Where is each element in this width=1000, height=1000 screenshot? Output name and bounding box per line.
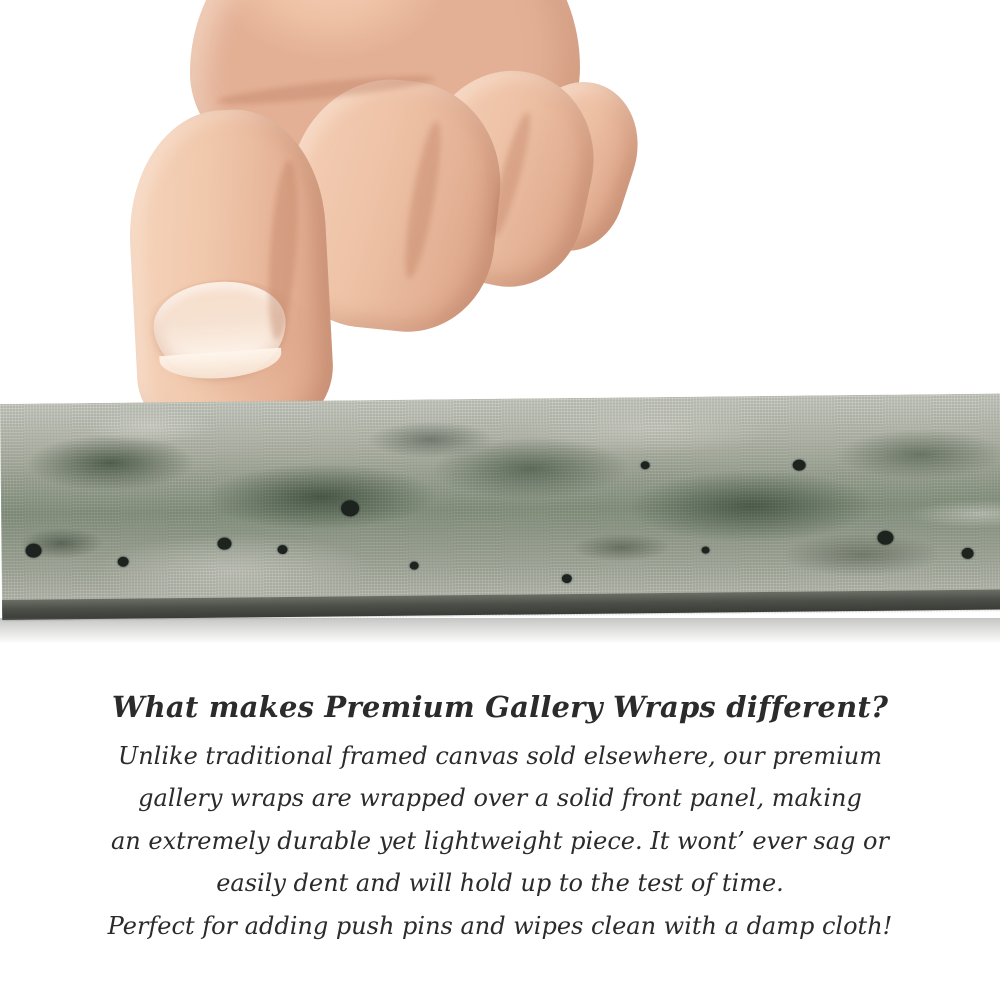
artwork-speckle bbox=[877, 531, 893, 545]
artwork-speckle bbox=[277, 545, 287, 554]
caption-block bbox=[0, 690, 1000, 942]
artwork-speckle bbox=[118, 557, 129, 567]
human-hand bbox=[120, 0, 560, 430]
artwork-speckle bbox=[562, 574, 572, 583]
artwork-speckle bbox=[341, 500, 359, 516]
artwork-speckle bbox=[641, 461, 650, 469]
caption-line: gallery wraps are wrapped over a solid front panel, making bbox=[138, 784, 862, 813]
caption-line: an extremely durable yet lightweight piece. It wont’ ever sag or bbox=[111, 826, 889, 855]
caption-body bbox=[0, 740, 1000, 942]
artwork-speckle bbox=[217, 538, 231, 550]
caption-title: What makes Premium Gallery Wraps different? bbox=[111, 690, 889, 724]
canvas-weave-texture bbox=[0, 394, 1000, 622]
artwork-speckle bbox=[410, 562, 419, 570]
artwork-speckle bbox=[25, 544, 41, 558]
canvas-drop-shadow bbox=[0, 618, 1000, 644]
gallery-wrap-canvas-edge bbox=[0, 394, 1000, 622]
caption-line: Perfect for adding push pins and wipes clean with a damp cloth! bbox=[107, 911, 893, 940]
artwork-speckle bbox=[962, 548, 974, 559]
artwork-speckle bbox=[702, 547, 710, 554]
caption-line: Unlike traditional framed canvas sold elsewhere, our premium bbox=[117, 742, 882, 770]
artwork-speckle bbox=[793, 460, 806, 471]
caption-line: easily dent and will hold up to the test of time. bbox=[216, 869, 784, 898]
